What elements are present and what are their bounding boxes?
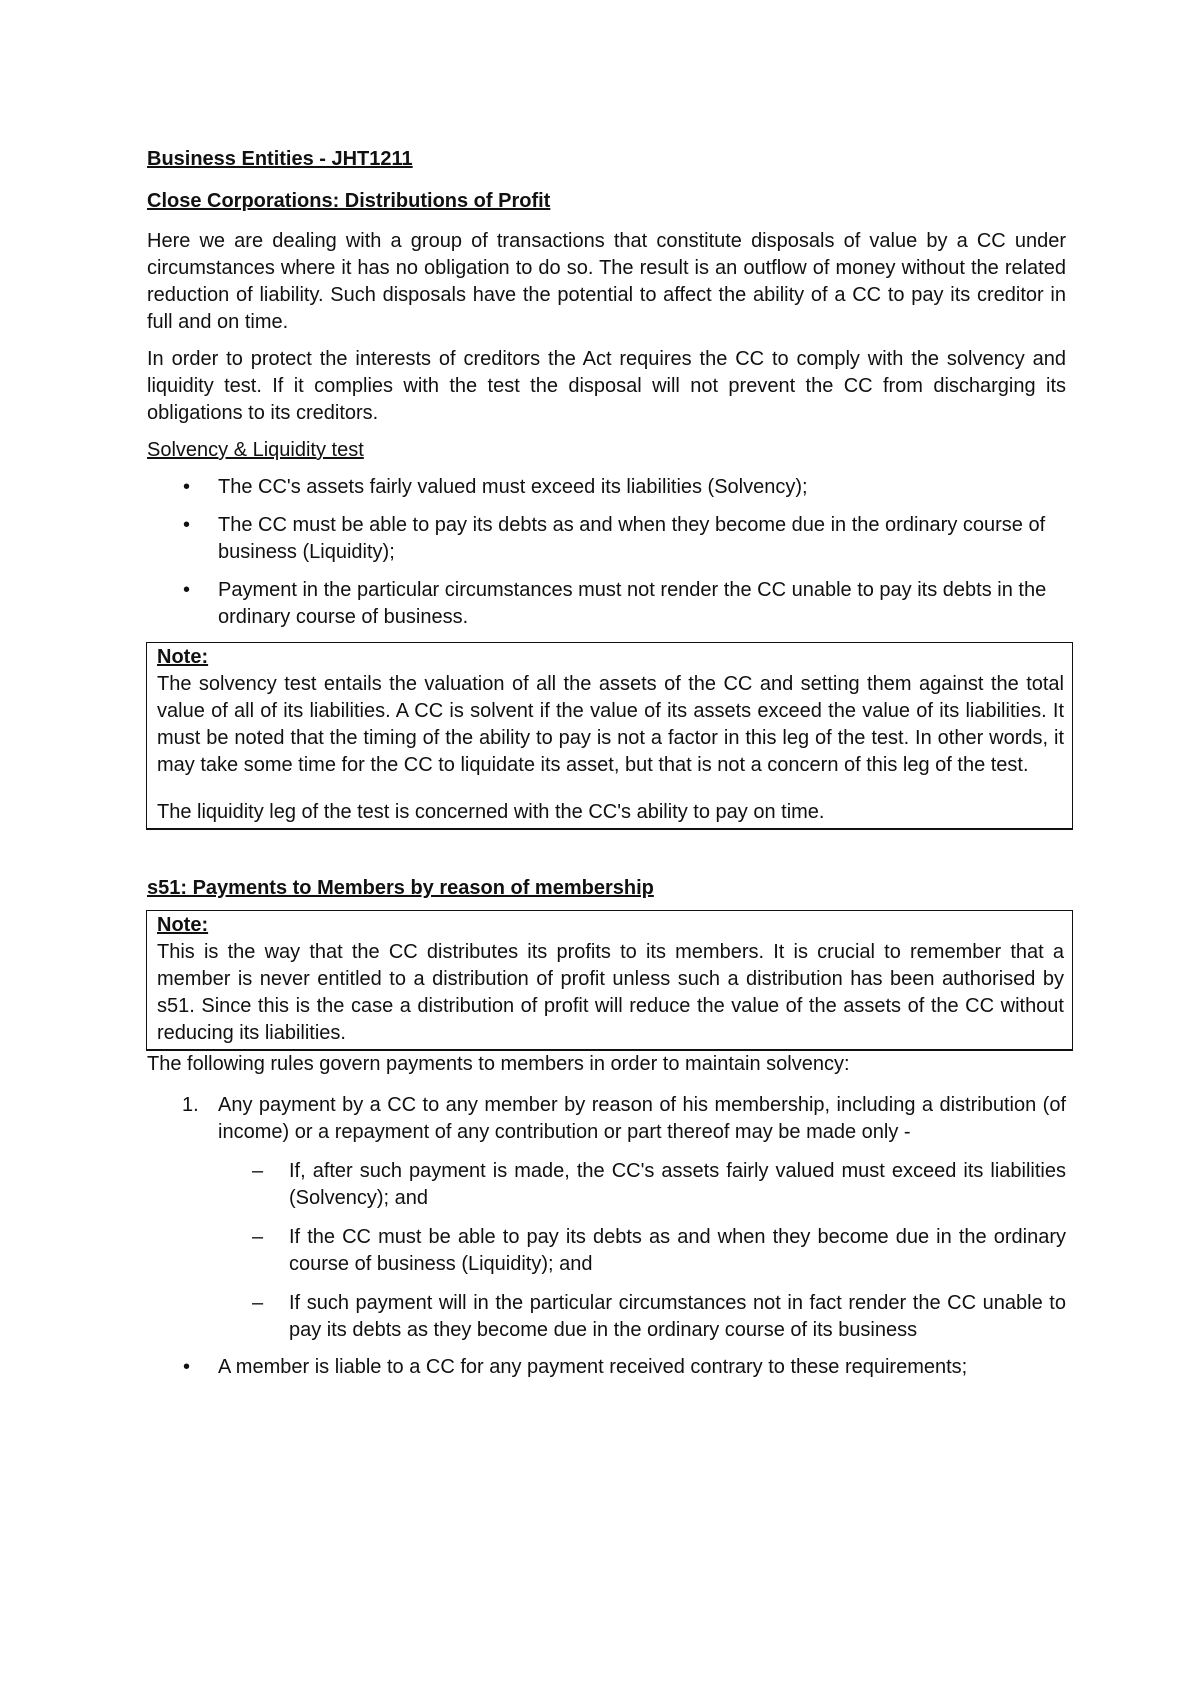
solvency-note-box bbox=[146, 642, 1073, 830]
note-body: This is the way that the CC distributes its profits to its members. It is crucial to remember that a member is never entitled to a distribution of profit unless such a distribution has been authorised by s51. Since this is the case a distribution of profit will reduce the value of the assets of the CC without reducing its liabilities. bbox=[157, 941, 1064, 1044]
list-item bbox=[147, 1354, 1066, 1381]
dash-icon: – bbox=[252, 1160, 264, 1182]
condition-text: If such payment will in the particular circumstances not in fact render the CC unable to pay its debts as they become due in the ordinary course of its business bbox=[289, 1292, 1066, 1341]
list-item bbox=[147, 474, 1066, 501]
note-label: Note: bbox=[157, 914, 209, 936]
list-item bbox=[147, 577, 1066, 631]
bullet-text: The CC must be able to pay its debts as and when they become due in the ordinary course of business (Liquidity); bbox=[218, 514, 1046, 563]
dash-icon: – bbox=[252, 1292, 264, 1314]
list-number: 1. bbox=[182, 1094, 199, 1116]
list-item bbox=[218, 1224, 1066, 1278]
dash-icon: – bbox=[252, 1226, 264, 1248]
note-footer: The liquidity leg of the test is concerned with the CC's ability to pay on time. bbox=[157, 801, 825, 823]
rule-text: Any payment by a CC to any member by reason of his membership, including a distribution (of income) or a repayment of any contribution or part thereof may be made only - bbox=[218, 1094, 1066, 1143]
bullet-icon: • bbox=[183, 476, 191, 498]
intro-paragraph: In order to protect the interests of creditors the Act requires the CC to comply with the solvency and liquidity test. If it complies with the test the disposal will not prevent the CC from discharging its obligations to its creditors. bbox=[147, 348, 1066, 424]
bullet-text: A member is liable to a CC for any payment received contrary to these requirements; bbox=[218, 1356, 968, 1378]
rules-list bbox=[147, 1092, 1066, 1344]
document-subtitle: Close Corporations: Distributions of Profit bbox=[147, 190, 551, 212]
bullet-icon: • bbox=[183, 1356, 191, 1378]
rules-intro: The following rules govern payments to members in order to maintain solvency: bbox=[147, 1053, 850, 1075]
list-item bbox=[147, 1092, 1066, 1344]
condition-text: If, after such payment is made, the CC's assets fairly valued must exceed its liabilities (Solvency); and bbox=[289, 1160, 1066, 1209]
test-bullet-list bbox=[147, 474, 1066, 631]
test-heading: Solvency & Liquidity test bbox=[147, 439, 364, 461]
bullet-icon: • bbox=[183, 514, 191, 536]
note-spacer bbox=[157, 779, 1064, 799]
document-title: Business Entities - JHT1211 bbox=[147, 148, 413, 170]
list-item bbox=[218, 1158, 1066, 1212]
note-label: Note: bbox=[157, 646, 209, 668]
note-body: The solvency test entails the valuation of all the assets of the CC and setting them against the total value of all of its liabilities. A CC is solvent if the value of its assets exceed the value of its liabilities. It must be noted that the timing of the ability to pay is not a factor in this leg of the test. In other words, it may take some time for the CC to liquidate its asset, but that is not a concern of this leg of the test. bbox=[157, 673, 1064, 776]
list-item bbox=[147, 512, 1066, 566]
conditions-list bbox=[218, 1158, 1066, 1344]
final-bullet-list bbox=[147, 1354, 1066, 1381]
list-item bbox=[218, 1290, 1066, 1344]
condition-text: If the CC must be able to pay its debts as and when they become due in the ordinary course of business (Liquidity); and bbox=[289, 1226, 1066, 1275]
intro-paragraph: Here we are dealing with a group of transactions that constitute disposals of value by a CC under circumstances where it has no obligation to do so. The result is an outflow of money without the related reduction of liability. Such disposals have the potential to affect the ability of a CC to pay its creditor in full and on time. bbox=[147, 230, 1066, 333]
section-heading: s51: Payments to Members by reason of membership bbox=[147, 877, 654, 899]
bullet-text: Payment in the particular circumstances must not render the CC unable to pay its debts in the ordinary course of business. bbox=[218, 579, 1047, 628]
s51-note-box bbox=[146, 910, 1073, 1051]
bullet-text: The CC's assets fairly valued must exceed its liabilities (Solvency); bbox=[218, 476, 808, 498]
bullet-icon: • bbox=[183, 579, 191, 601]
